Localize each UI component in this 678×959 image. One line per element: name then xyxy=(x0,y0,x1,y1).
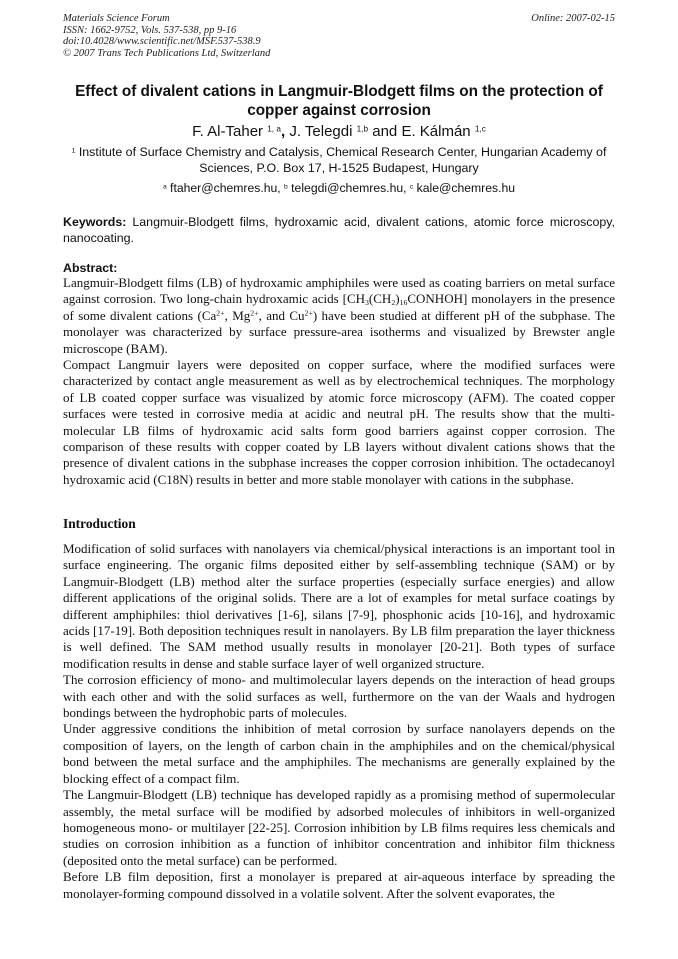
text-run: ) have been studied at different pH of the subphase. The monolayer was characterized by surface pressure-area isotherms and visualized by Brewster angle microscope (BAM). xyxy=(63,307,616,356)
text-run: CONHOH] monolayers in the presence of some divalent cations (Ca xyxy=(63,291,615,323)
author-separator: , xyxy=(280,123,286,140)
doi-line: doi:10.4028/www.scientific.net/MSF.537-538.9 xyxy=(63,36,261,48)
introduction-body xyxy=(63,541,615,902)
email-address: kale@chemres.hu xyxy=(413,181,516,195)
online-date: Online: 2007-02-15 xyxy=(531,13,615,24)
text-run: , and Cu xyxy=(258,307,305,323)
email-address: telegdi@chemres.hu, xyxy=(287,181,410,195)
abstract-heading: Abstract: xyxy=(63,261,118,275)
abstract-paragraph xyxy=(63,275,615,357)
introduction-paragraph: The corrosion efficiency of mono- and multimolecular layers depends on the interaction of head groups with each other and with the solid surfaces as well, furthermore on the van der Waals and hydrogen bondings between the hydrophobic parts of molecules. xyxy=(63,672,615,721)
abstract-paragraph: Compact Langmuir layers were deposited on copper surface, where the modified surfaces were characterized by contact angle measurement as well as by electrochemical techniques. The morphology of LB coated copper surface was visualized by atomic force microscopy (AFM). The coated copper surfaces were tested in corrosive media at acidic and neutral pH. The results show that the multi-molecular LB films of hydroxamic acid salts form good barriers against copper corrosion. The comparison of these results with copper coated by LB layers without divalent cations shows that the presence of divalent cations in the subphase increases the copper corrosion inhibition. The octadecanoyl hydroxamic acid (C18N) results in better and more stable monolayer with cations in the subphase. xyxy=(63,357,615,487)
abstract-body xyxy=(63,275,615,488)
keywords-text: Langmuir-Blodgett films, hydroxamic acid, divalent cations, atomic force microscopy, nanocoating. xyxy=(63,215,615,245)
email-mark: c xyxy=(409,183,414,191)
superscript: 2+ xyxy=(250,308,259,318)
affiliation-mark: 1 xyxy=(71,147,76,155)
text-run: Langmuir-Blodgett films (LB) of hydroxamic amphiphiles were used as coating barriers on metal surface against corrosion. Two long-chain hydroxamic acids [CH xyxy=(63,275,615,307)
text-run: , Mg xyxy=(224,307,251,323)
author-conjunction: and xyxy=(368,123,402,140)
email-address: ftaher@chemres.hu, xyxy=(166,181,285,195)
affiliation xyxy=(63,144,615,176)
email-mark: b xyxy=(284,183,288,191)
subscript: 16 xyxy=(399,298,408,308)
keywords-label: Keywords: xyxy=(63,215,127,229)
introduction-paragraph: Under aggressive conditions the inhibition of metal corrosion by surface nanolayers depends on the composition of layers, on the length of carbon chain in the amphiphiles and on the chemical/physical bond between the metal surface and the amphiphiles. The mechanisms are generally explained by the blocking effect of a compact film. xyxy=(63,721,615,786)
author-name: J. Telegdi xyxy=(285,123,353,140)
author-name: F. Al-Taher xyxy=(192,123,264,140)
keywords xyxy=(63,215,615,246)
email-mark: a xyxy=(162,183,167,191)
introduction-paragraph: Before LB film deposition, first a monolayer is prepared at air-aqueous interface by spreading the monolayer-forming compound dissolved in a volatile solvent. After the solvent evaporates, the xyxy=(63,869,615,901)
author-affiliation-mark: 1,c xyxy=(474,124,486,134)
subscript: 2 xyxy=(391,298,396,308)
email-line xyxy=(63,181,615,196)
superscript: 2+ xyxy=(216,308,225,318)
affiliation-text: Institute of Surface Chemistry and Catalysis, Chemical Research Center, Hungarian Academy of Sciences, P.O. Box 17, H-1525 Budapest, Hungary xyxy=(75,145,607,175)
journal-header xyxy=(63,13,270,59)
introduction-paragraph: The Langmuir-Blodgett (LB) technique has developed rapidly as a promising method of supermolecular assembly, the metal surface will be modified by adsorbed molecules of inhibitors in well-organized homogeneous mono- or multilayer [22-25]. Corrosion inhibition by LB films requires less chemicals and studies on corrosion inhibition as a function of inhibitor concentration and inhibitor film thickness (deposited onto the metal surface) can be performed. xyxy=(63,787,615,868)
author-line xyxy=(63,123,615,141)
subscript: 3 xyxy=(365,298,369,308)
introduction-paragraph: Modification of solid surfaces with nanolayers via chemical/physical interactions is an important tool in surface engineering. The organic films deposited either by self-assembling technique (SAM) or by Langmuir-Blodgett (LB) method alter the surface properties (especially surface energies) and allow different applications of the original solids. There are a lot of examples for metal surface coatings by different amphiphiles: thiol derivatives [1-6], silans [7-9], phosphonic acids [10-16], and hydroxamic acids [17-19]. Both deposition techniques result in nanolayers. By LB film preparation the layer thickness is well defined. The SAM method usually results in monolayer [20-21]. Both types of surface modification results in dense and stable surface layer of well organized structure. xyxy=(63,541,615,671)
author-affiliation-mark: 1, a xyxy=(267,124,281,134)
journal-name: Materials Science Forum xyxy=(63,13,170,24)
text-run: (CH xyxy=(368,291,392,307)
issn-line: ISSN: 1662-9752, Vols. 537-538, pp 9-16 xyxy=(63,24,237,36)
introduction-heading: Introduction xyxy=(63,516,136,531)
author-name: E. Kálmán xyxy=(401,123,471,140)
text-run: ) xyxy=(395,291,400,307)
author-affiliation-mark: 1,b xyxy=(356,124,369,134)
copyright-line: © 2007 Trans Tech Publications Ltd, Switzerland xyxy=(63,47,271,59)
superscript: 2+ xyxy=(304,308,313,318)
paper-title: Effect of divalent cations in Langmuir-Blodgett films on the protection of copper against corrosion xyxy=(75,83,603,119)
